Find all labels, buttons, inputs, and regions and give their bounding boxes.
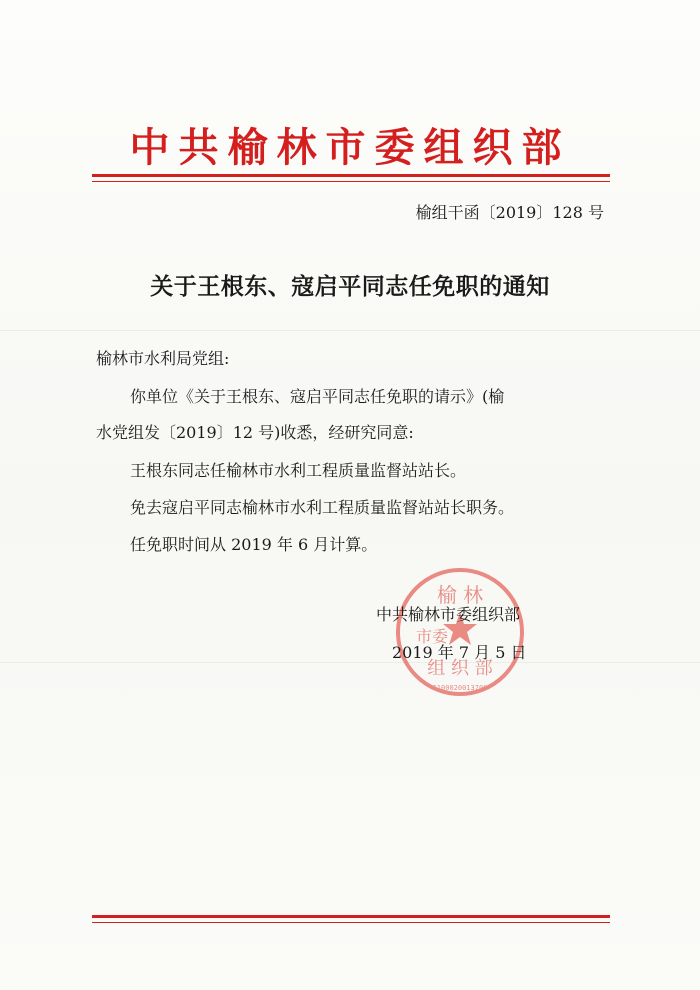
fold-line (0, 662, 700, 663)
salutation: 榆林市水利局党组: (96, 349, 230, 368)
signature-date: 2019 年 7 月 5 日 (392, 643, 527, 662)
org-header-title: 中共榆林市委组织部 (129, 124, 571, 171)
document-number: 榆组干函〔2019〕128 号 (415, 203, 604, 222)
official-seal (394, 566, 526, 698)
seal-middle-text: 市委 (416, 627, 449, 646)
seal-top-text: 榆 林 (436, 583, 484, 607)
paragraph-line: 王根东同志任榆林市水利工程质量监督站站长。 (130, 461, 467, 480)
paragraph-line: 任免职时间从 2019 年 6 月计算。 (130, 535, 378, 554)
seal-serial: 6100020013700 (432, 684, 488, 692)
signature-org: 中共榆林市委组织部 (376, 605, 521, 624)
header-rule-thick (92, 174, 610, 177)
document-title: 关于王根东、寇启平同志任免职的通知 (150, 273, 550, 300)
fold-line (0, 330, 700, 331)
seal-bottom-text: 组 织 部 (427, 658, 493, 679)
footer-rule-thin (92, 922, 610, 923)
paragraph-line: 免去寇启平同志榆林市水利工程质量监督站站长职务。 (130, 498, 515, 517)
paragraph-line: 水党组发〔2019〕12 号)收悉，经研究同意: (96, 423, 414, 442)
footer-rule-thick (92, 915, 610, 918)
header-rule-thin (92, 181, 610, 182)
paragraph-line: 你单位《关于王根东、寇启平同志任免职的请示》(榆 (130, 387, 505, 406)
